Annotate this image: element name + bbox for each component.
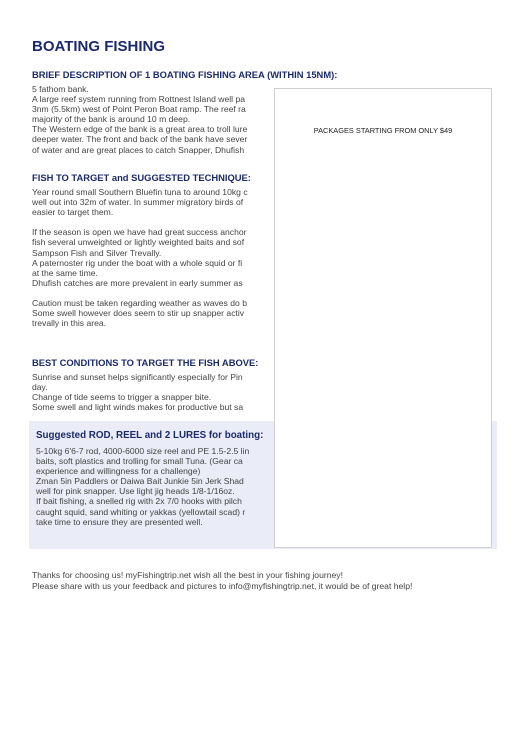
text-line: easier to target them. xyxy=(32,207,114,218)
text-line: Sunrise and sunset helps significantly especially for Pin xyxy=(32,372,243,382)
text-line: 5-10kg 6'6-7 rod, 4000-6000 size reel and PE 1.5-2.5 lin xyxy=(36,446,250,456)
text-line: Caution must be taken regarding weather as waves do b xyxy=(32,298,247,309)
conditions-heading: BEST CONDITIONS TO TARGET THE FISH ABOVE: xyxy=(32,357,259,368)
text-line: at the same time. xyxy=(32,267,98,278)
text-line: Sampson Fish and Silver Trevally. xyxy=(32,247,162,258)
text-line: majority of the bank is around 10 m deep. xyxy=(32,114,191,125)
paragraph-gap xyxy=(32,217,277,227)
text-line: deeper water. The front and back of the bank have sever xyxy=(32,134,248,145)
text-line: 3nm (5.5km) west of Point Peron Boat ramp. The reef ra xyxy=(32,104,246,115)
text-line: Some swell however does seem to stir up snapper activ xyxy=(32,308,245,319)
text-line: baits, soft plastics and trolling for small Tuna. (Gear ca xyxy=(36,456,243,467)
footer-line: Thanks for choosing us! myFishingtrip.net wish all the best in your fishing journey! xyxy=(32,570,343,580)
description-heading: BRIEF DESCRIPTION OF 1 BOATING FISHING AREA (WITHIN 15NM): xyxy=(32,69,338,80)
technique-heading: FISH TO TARGET and SUGGESTED TECHNIQUE: xyxy=(32,172,251,183)
gear-heading: Suggested ROD, REEL and 2 LURES for boating: xyxy=(36,430,264,441)
text-line: Zman 5in Paddlers or Daiwa Bait Junkie 5in Jerk Shad xyxy=(36,476,244,487)
text-line: take time to ensure they are presented well. xyxy=(36,516,203,527)
text-line: 5 fathom bank. xyxy=(32,84,89,94)
text-line: well out into 32m of water. In summer migratory birds of xyxy=(32,197,244,208)
text-line: If the season is open we have had great success anchor xyxy=(32,227,247,238)
conditions-body xyxy=(32,372,277,412)
text-line: A large reef system running from Rottnest Island well pa xyxy=(32,94,246,105)
technique-body xyxy=(32,187,277,328)
text-line: Change of tide seems to trigger a snapper bite. xyxy=(32,392,212,403)
gear-body xyxy=(36,446,274,527)
description-body xyxy=(32,84,277,155)
footer xyxy=(32,570,412,592)
text-line: Year round small Southern Bluefin tuna to around 10kg c xyxy=(32,187,248,197)
text-line: of water and are great places to catch Snapper, Dhufish xyxy=(32,144,245,155)
text-line: well for pink snapper. Use light jig heads 1/8-1/16oz. xyxy=(36,486,235,497)
text-line: caught squid, sand whiting or yakkas (yellowtail scad) r xyxy=(36,506,246,517)
footer-line: Please share with us your feedback and pictures to info@myfishingtrip.net, it would be of great help! xyxy=(32,581,413,591)
text-line: The Western edge of the bank is a great area to troll lure xyxy=(32,124,248,135)
page-title: BOATING FISHING xyxy=(32,38,166,55)
text-line: experience and willingness for a challenge) xyxy=(36,466,201,477)
paragraph-gap xyxy=(32,288,277,298)
text-line: fish several unweighted or lightly weighted baits and sof xyxy=(32,237,245,248)
text-line: If bait fishing, a snelled rig with 2x 7/0 hooks with pilch xyxy=(36,496,242,507)
text-line: A paternoster rig under the boat with a whole squid or fi xyxy=(32,257,243,268)
text-line: trevally in this area. xyxy=(32,318,107,329)
packages-text: PACKAGES STARTING FROM ONLY $49 xyxy=(313,126,453,135)
text-line: day. xyxy=(32,382,48,393)
text-line: Some swell and light winds makes for productive but sa xyxy=(32,402,244,413)
packages-popup[interactable] xyxy=(274,88,492,548)
text-line: Dhufish catches are more prevalent in early summer as xyxy=(32,277,243,288)
